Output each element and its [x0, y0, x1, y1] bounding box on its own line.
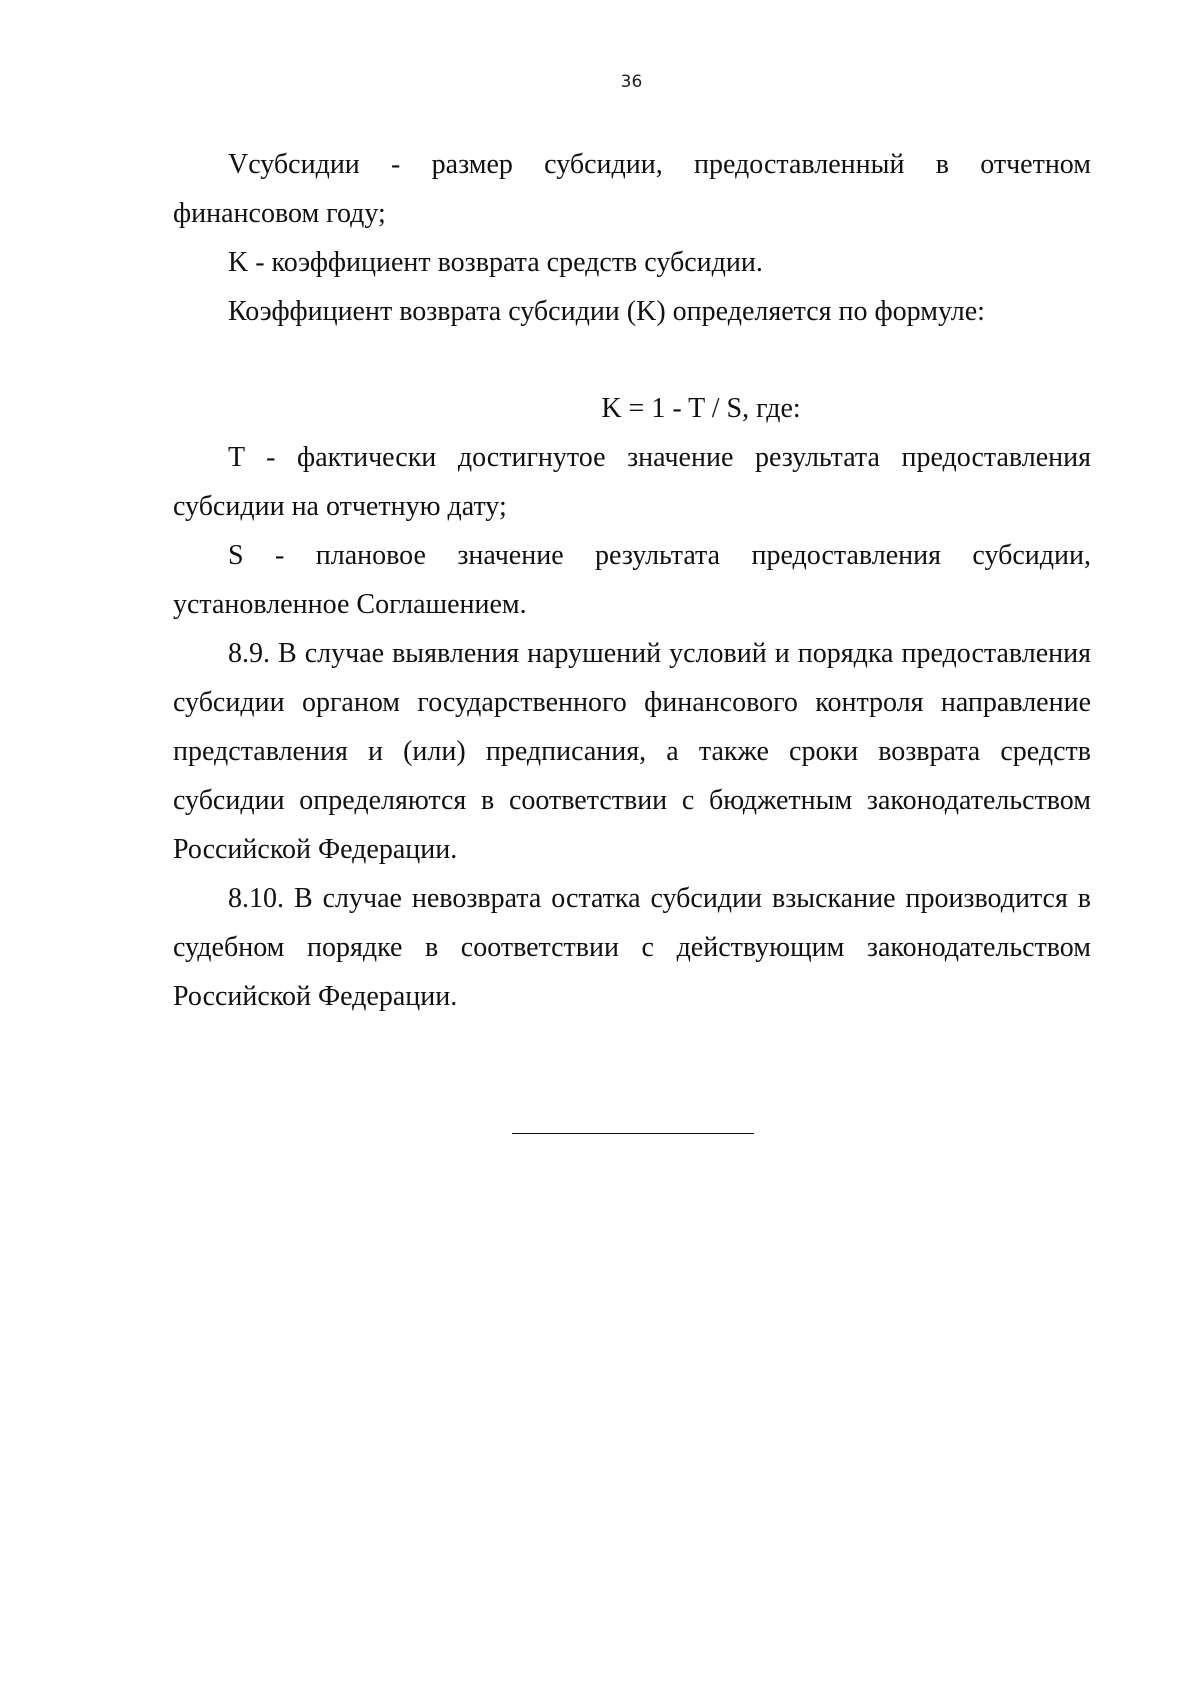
clause-8-10: 8.10. В случае невозврата остатка субсидии взыскание производится в судебном порядке в соответствии с действующим законодательством Российской Федерации. [173, 883, 1091, 1012]
paragraph-k-definition: K - коэффициент возврата средств субсидии. [228, 247, 763, 278]
document-body [173, 140, 1091, 1021]
formula: K = 1 - T / S, где: [601, 393, 801, 424]
paragraph-k-intro: Коэффициент возврата субсидии (K) определяется по формуле: [228, 296, 985, 327]
end-of-document-rule [512, 1133, 754, 1134]
paragraph-v-subsidy: Vсубсидии - размер субсидии, предоставленный в отчетном финансовом году; [173, 149, 1091, 229]
paragraph-s-definition: S - плановое значение результата предоставления субсидии, установленное Соглашением. [173, 540, 1091, 620]
page-number: 36 [620, 72, 643, 92]
clause-8-9: 8.9. В случае выявления нарушений условий и порядка предоставления субсидии органом государственного финансового контроля направление представления и (или) предписания, а также сроки возврата средств субсидии определяются в соответствии с бюджетным законодательством Российской Федерации. [173, 638, 1091, 865]
paragraph-t-definition: T - фактически достигнутое значение результата предоставления субсидии на отчетную дату; [173, 442, 1091, 522]
